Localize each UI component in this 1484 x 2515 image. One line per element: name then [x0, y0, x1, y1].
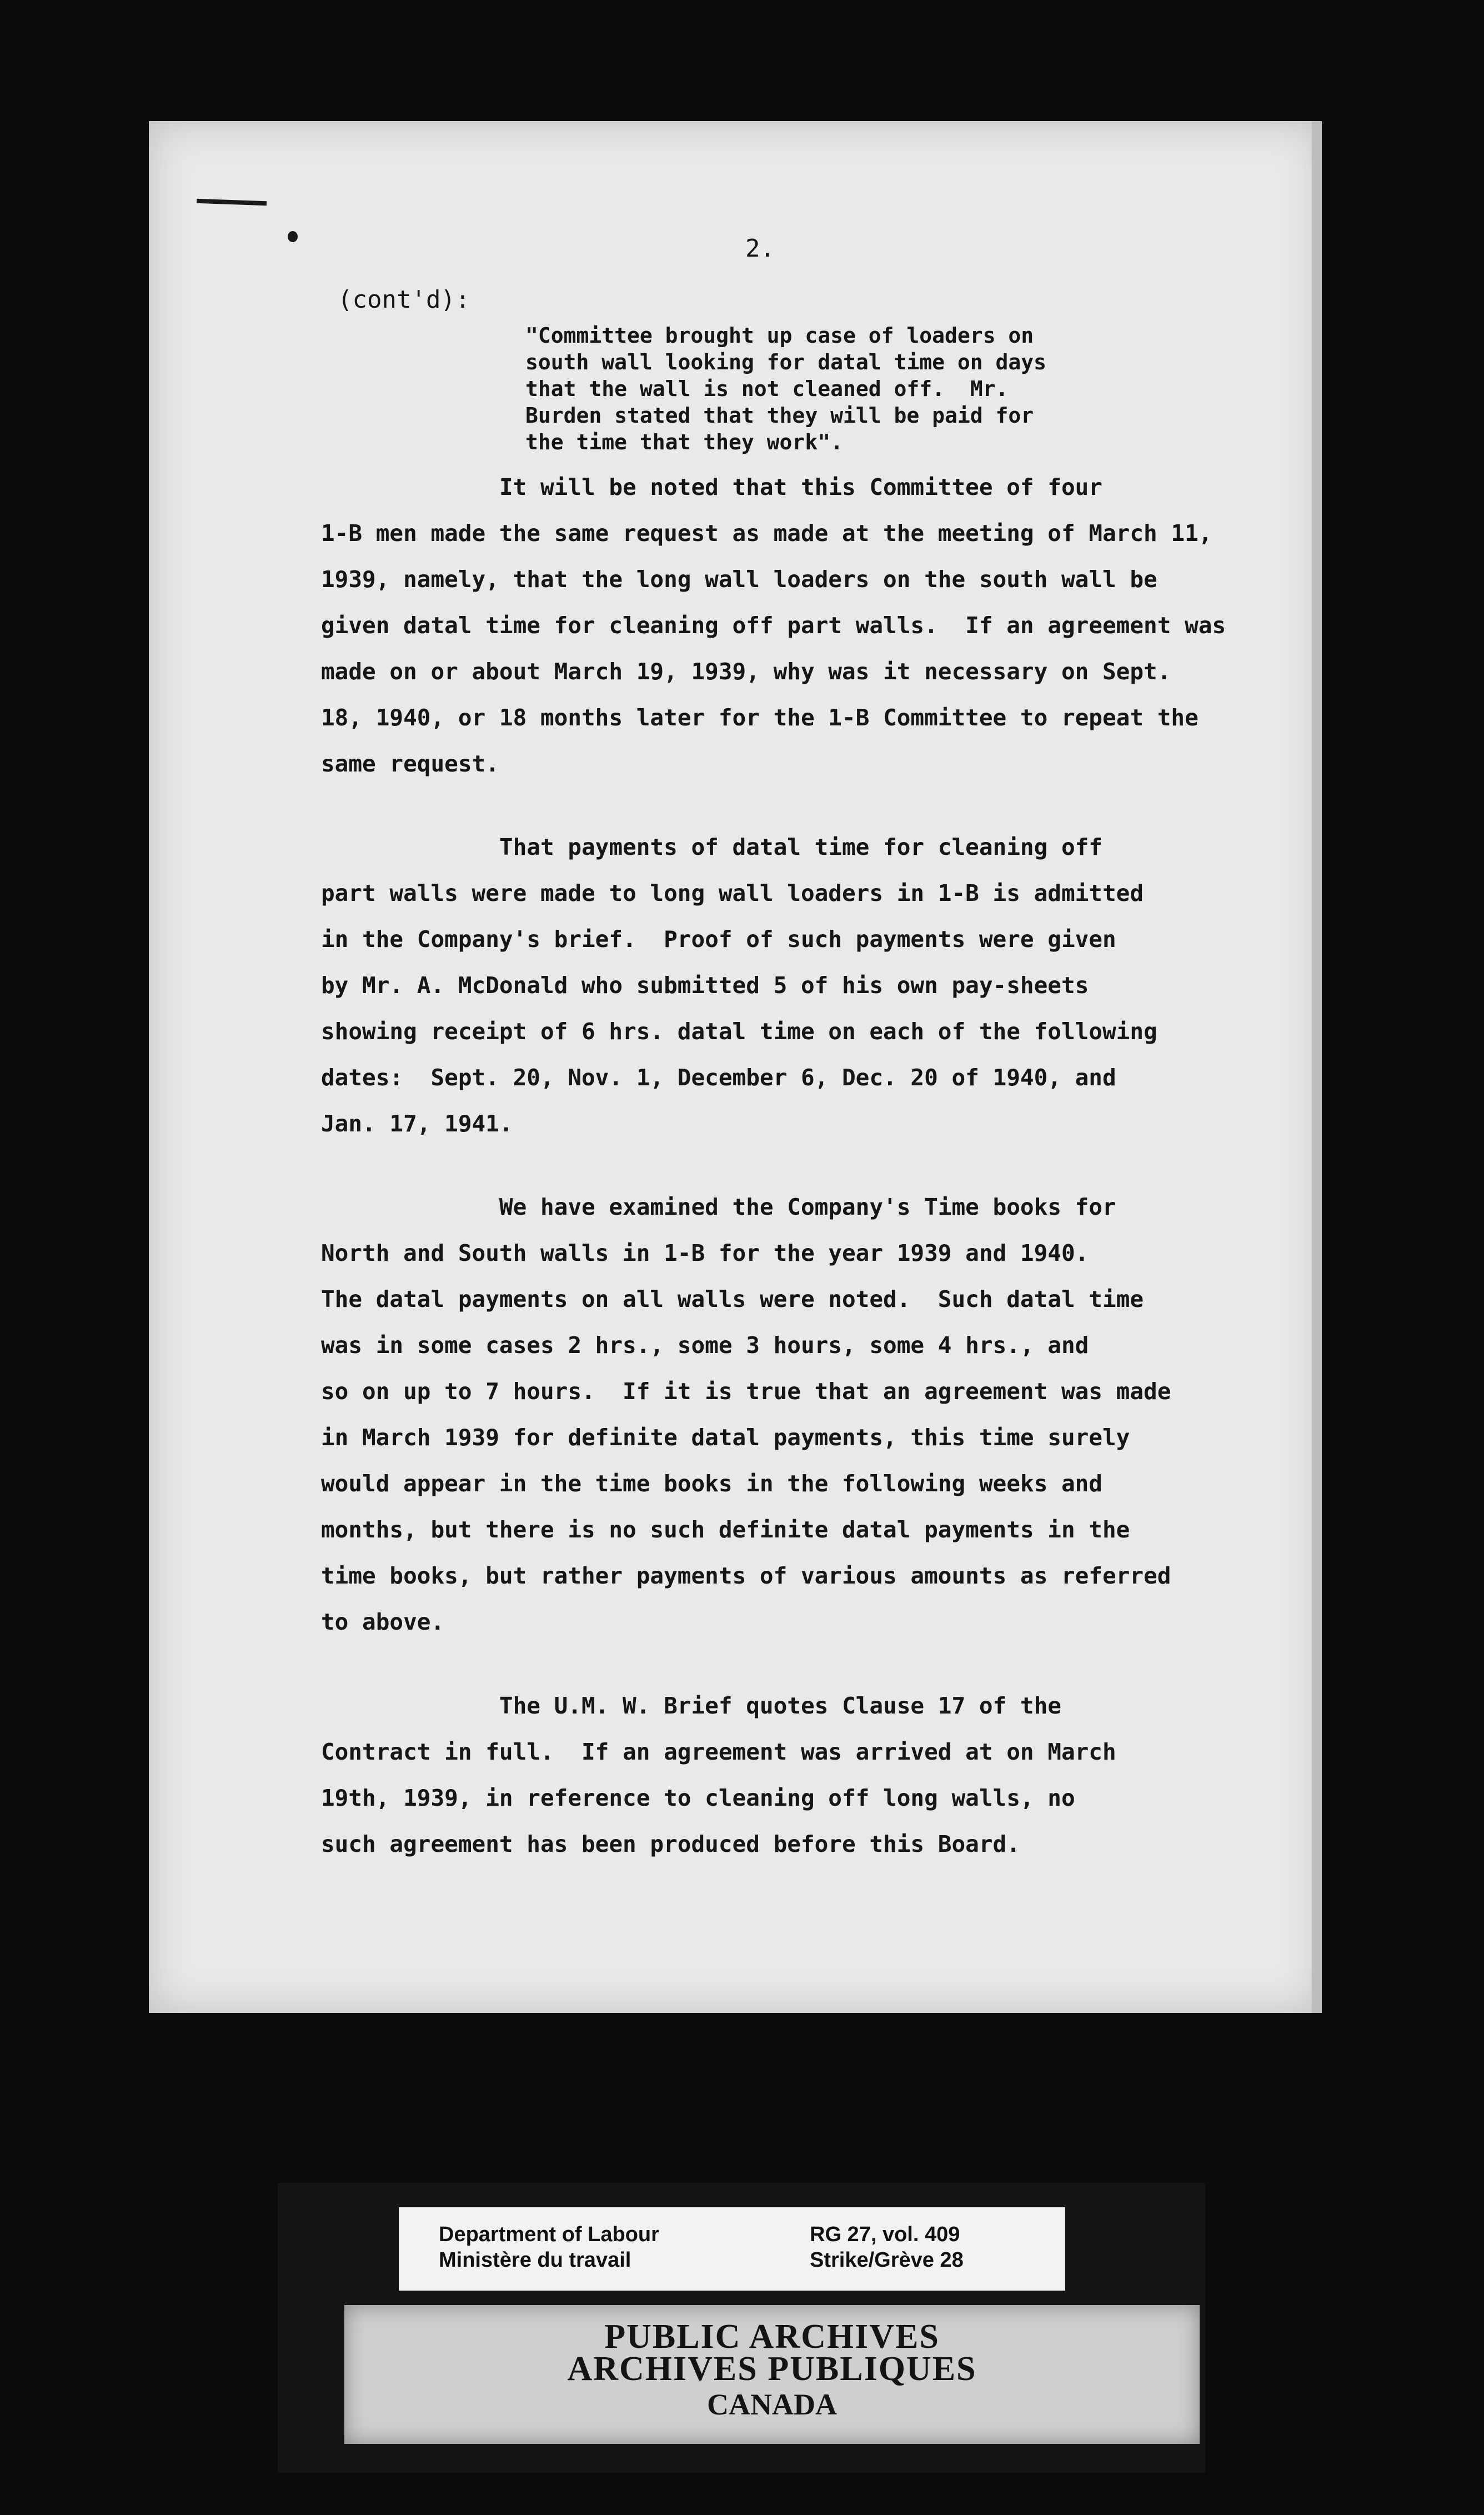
paragraph-2: That payments of datal time for cleaning off part walls were made to long wall loaders in 1-B is admitted in the Company's brief. Proof of such payments were given by Mr. A. McDonald who submitted 5 of his own pay-sheets showing receipt of 6 hrs. datal time on each of the following dates: Sept. 20, Nov. 1, December 6, Dec. 20 of 1940, and Jan. 17, 1941.	[321, 834, 1157, 1137]
stamp-public-archives: PUBLIC ARCHIVES	[604, 2318, 940, 2356]
continued-label: (cont'd):	[338, 285, 470, 314]
strike-file-number: Strike/Grève 28	[810, 2248, 964, 2272]
page-edge	[1312, 121, 1322, 2013]
department-english: Department of Labour	[439, 2223, 659, 2246]
document-page	[149, 121, 1322, 2013]
page-number: 2.	[745, 234, 775, 263]
paragraph-4: The U.M. W. Brief quotes Clause 17 of the Contract in full. If an agreement was arrived at on March 19th, 1939, in reference to cleaning off long walls, no such agreement has been produced before this Board.	[321, 1692, 1116, 1857]
pen-mark	[197, 199, 267, 206]
paragraph-1: It will be noted that this Committee of four 1-B men made the same request as made at the meeting of March 11, 1939, namely, that the long wall loaders on the south wall be given datal time for cleaning off part walls. If an agreement was made on or about March 19, 1939, why was it necessary on Sept. 18, 1940, or 18 months later for the 1-B Committee to repeat the same request.	[321, 474, 1226, 777]
department-french: Ministère du travail	[439, 2248, 631, 2272]
paragraph-3: We have examined the Company's Time books for North and South walls in 1-B for the year 1939 and 1940. The datal payments on all walls were noted. Such datal time was in some cases 2 hrs., some 3 hours, some 4 hrs., and so on up to 7 hours. If it is true that an agreement was made in March 1939 for definite datal payments, this time surely would appear in the time books in the following weeks and months, but there is no such definite datal payments in the time books, but rather payments of various amounts as referred to above.	[321, 1194, 1171, 1635]
quoted-minutes: "Committee brought up case of loaders on south wall looking for datal time on days that the wall is not cleaned off. Mr. Burden stated that they will be paid for the time that they work".	[525, 323, 1046, 454]
archive-reference-card	[399, 2207, 1065, 2291]
archives-stamp-card	[344, 2305, 1200, 2444]
stamp-canada: CANADA	[707, 2388, 837, 2421]
record-group-reference: RG 27, vol. 409	[810, 2223, 960, 2246]
stamp-archives-publiques: ARCHIVES PUBLIQUES	[567, 2350, 977, 2388]
ink-dot	[288, 231, 298, 242]
